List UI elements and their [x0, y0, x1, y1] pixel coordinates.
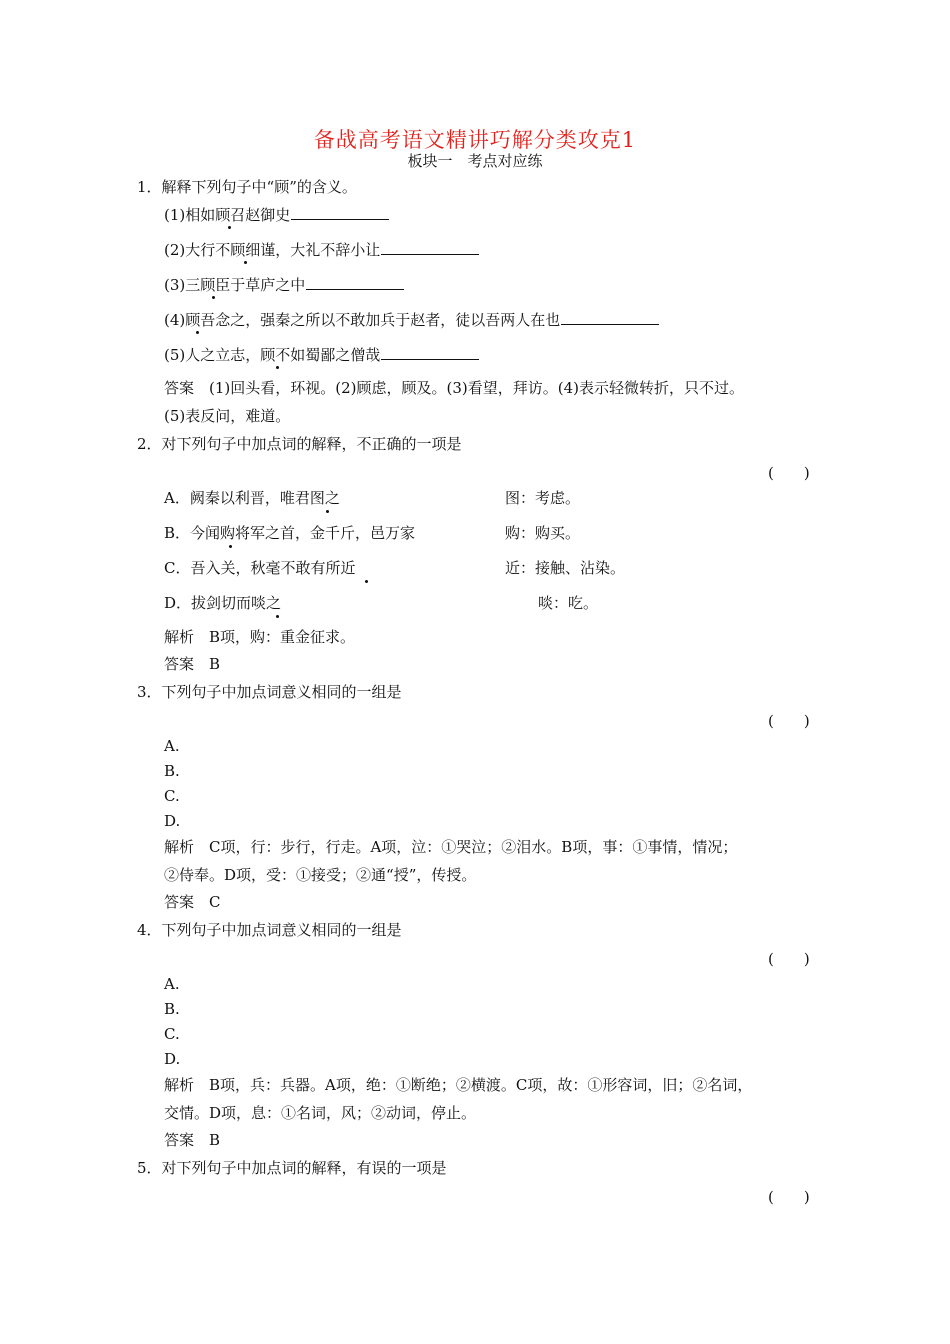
question-3-option-c: C. [164, 787, 180, 805]
question-3-analysis-cont: ②侍奉。D项，受：①接受；②通“授”，传授。 [164, 866, 477, 884]
emphasis-dot [276, 615, 279, 618]
question-2-gloss-b: 购：购买。 [505, 524, 581, 542]
question-1-item-5: (5)人之立志，顾不如蜀鄙之僧哉 [164, 345, 479, 364]
question-2-stem: 2．对下列句子中加点词的解释，不正确的一项是 [137, 435, 462, 453]
answer-blank[interactable] [561, 310, 659, 325]
question-2-analysis: 解析 B项，购：重金征求。 [164, 628, 356, 646]
emphasis-dot [276, 366, 279, 369]
answer-blank[interactable] [291, 205, 389, 220]
question-4-analysis-cont: 交情。D项，息：①名词，风；②动词，停止。 [164, 1104, 477, 1122]
question-5-stem: 5．对下列句子中加点词的解释，有误的一项是 [137, 1159, 447, 1177]
emphasis-dot [326, 510, 329, 513]
answer-blank[interactable] [306, 275, 404, 290]
question-3-stem: 3．下列句子中加点词意义相同的一组是 [137, 683, 402, 701]
question-3-option-d: D. [164, 812, 181, 830]
question-3-option-b: B. [164, 762, 180, 780]
emphasis-dot [244, 261, 247, 264]
answer-blank[interactable] [381, 345, 479, 360]
question-3-option-a: A. [164, 737, 180, 755]
question-1-item-4: (4)顾吾念之，强秦之所以不敢加兵于赵者，徒以吾两人在也 [164, 310, 659, 329]
emphasis-dot [196, 331, 199, 334]
answer-paren[interactable]: ( ) [768, 1188, 810, 1206]
answer-paren[interactable]: ( ) [768, 712, 810, 730]
question-1-item-1: (1)相如顾召赵御史 [164, 205, 389, 224]
question-4-option-d: D. [164, 1050, 181, 1068]
question-2-gloss-d: 啖：吃。 [538, 594, 599, 612]
question-2-option-d: D．拔剑切而啖之 [164, 594, 282, 612]
question-2-option-a: A．阙秦以利晋，唯君图之 [164, 489, 340, 507]
question-1-stem: 1．解释下列句子中“顾”的含义。 [137, 178, 357, 196]
question-2-gloss-a: 图：考虑。 [505, 489, 581, 507]
question-4-stem: 4．下列句子中加点词意义相同的一组是 [137, 921, 402, 939]
answer-blank[interactable] [381, 240, 479, 255]
question-1-answer: 答案 (1)回头看，环视。(2)顾虑，顾及。(3)看望，拜访。(4)表示轻微转折，只不过。 [164, 379, 744, 397]
question-3-analysis: 解析 C项，行：步行，行走。A项，泣：①哭泣；②泪水。B项，事：①事情，情况； [164, 838, 738, 856]
question-4-answer: 答案 B [164, 1131, 221, 1149]
question-3-answer: 答案 C [164, 893, 221, 911]
question-2-gloss-c: 近：接触、沾染。 [505, 559, 626, 577]
question-4-option-b: B. [164, 1000, 180, 1018]
question-2-answer: 答案 B [164, 655, 221, 673]
document-title: 备战高考语文精讲巧解分类攻克1 [313, 128, 637, 152]
question-1-item-2: (2)大行不顾细谨，大礼不辞小让 [164, 240, 479, 259]
question-2-option-c: C．吾入关，秋毫不敢有所近 [164, 559, 356, 577]
question-4-option-c: C. [164, 1025, 180, 1043]
answer-paren[interactable]: ( ) [768, 950, 810, 968]
answer-paren[interactable]: ( ) [768, 464, 810, 482]
emphasis-dot [212, 296, 215, 299]
question-4-option-a: A. [164, 975, 180, 993]
section-subtitle: 板块一 考点对应练 [407, 152, 543, 170]
question-2-option-b: B．今闻购将军之首，金千斤，邑万家 [164, 524, 416, 542]
question-1-item-3: (3)三顾臣于草庐之中 [164, 275, 404, 294]
emphasis-dot [365, 580, 368, 583]
question-4-analysis: 解析 B项，兵：兵器。A项，绝：①断绝；②横渡。C项，故：①形容词，旧；②名词， [164, 1076, 753, 1094]
question-1-answer-cont: (5)表反问，难道。 [164, 407, 291, 425]
emphasis-dot [229, 545, 232, 548]
emphasis-dot [228, 226, 231, 229]
